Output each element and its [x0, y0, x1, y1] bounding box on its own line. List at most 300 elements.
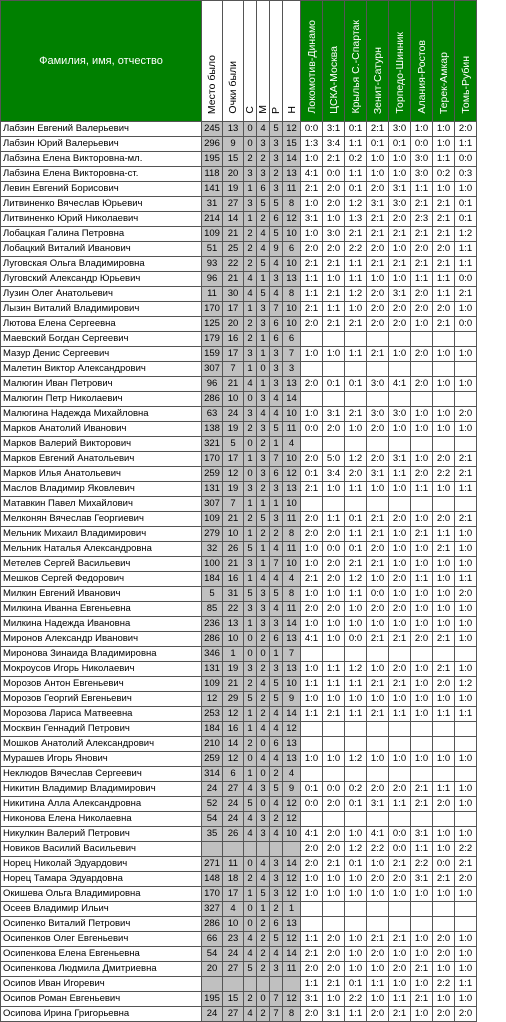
- n-cell: 7: [283, 647, 301, 662]
- s-cell: 5: [244, 962, 257, 977]
- participant-name: Лабзина Елена Викторовна-мл.: [1, 152, 202, 167]
- result-cell: 1:1: [455, 572, 477, 587]
- participant-name: Осипенков Олег Евгеньевич: [1, 932, 202, 947]
- result-cell: 3:0: [389, 407, 411, 422]
- result-cell: [301, 767, 323, 782]
- place-cell: 236: [202, 617, 223, 632]
- result-cell: 2:0: [301, 857, 323, 872]
- result-cell: 1:0: [345, 962, 367, 977]
- result-cell: [389, 722, 411, 737]
- m-cell: 4: [257, 242, 270, 257]
- result-cell: 2:0: [433, 677, 455, 692]
- n-cell: 10: [283, 257, 301, 272]
- result-cell: 0:2: [345, 782, 367, 797]
- m-cell: 1: [257, 902, 270, 917]
- result-cell: 0:2: [433, 167, 455, 182]
- participant-name: Марков Анатолий Иванович: [1, 422, 202, 437]
- participant-name: Лобацкая Галина Петровна: [1, 227, 202, 242]
- place-cell: 109: [202, 677, 223, 692]
- result-cell: 2:0: [323, 197, 345, 212]
- points-cell: 22: [223, 257, 244, 272]
- result-cell: 2:0: [433, 932, 455, 947]
- place-header-label: Место было: [206, 54, 218, 114]
- m-cell: 0: [257, 362, 270, 377]
- result-cell: 1:0: [323, 587, 345, 602]
- place-cell: 286: [202, 917, 223, 932]
- m-cell: 2: [257, 707, 270, 722]
- result-cell: [433, 902, 455, 917]
- result-cell: 1:0: [345, 887, 367, 902]
- header-row: [1, 1, 477, 122]
- result-cell: 3:0: [367, 407, 389, 422]
- s-cell: 5: [244, 542, 257, 557]
- match-column-header: [455, 1, 477, 122]
- points-cell: 26: [223, 827, 244, 842]
- result-cell: [455, 917, 477, 932]
- result-cell: [367, 392, 389, 407]
- result-cell: 2:1: [455, 287, 477, 302]
- m-cell: 2: [257, 1007, 270, 1022]
- table-row: [1, 572, 477, 587]
- n-cell: 13: [283, 272, 301, 287]
- m-cell: 2: [257, 962, 270, 977]
- result-cell: [455, 647, 477, 662]
- m-cell: 2: [257, 212, 270, 227]
- result-cell: [455, 497, 477, 512]
- participant-name: Осипенкова Елена Евгеньевна: [1, 947, 202, 962]
- result-cell: 2:1: [367, 677, 389, 692]
- result-cell: 2:0: [433, 947, 455, 962]
- result-cell: [389, 437, 411, 452]
- n-cell: 13: [283, 482, 301, 497]
- m-cell: 0: [257, 647, 270, 662]
- result-cell: [367, 332, 389, 347]
- n-cell: 11: [283, 512, 301, 527]
- result-cell: 1:2: [345, 752, 367, 767]
- result-cell: 0:0: [367, 587, 389, 602]
- result-cell: 2:1: [367, 527, 389, 542]
- result-cell: 1:1: [345, 167, 367, 182]
- m-cell: 4: [257, 752, 270, 767]
- result-cell: 2:0: [367, 182, 389, 197]
- result-cell: 1:1: [323, 512, 345, 527]
- result-cell: 2:1: [433, 317, 455, 332]
- result-cell: 2:0: [323, 602, 345, 617]
- result-cell: [411, 392, 433, 407]
- result-cell: [367, 497, 389, 512]
- n-cell: 14: [283, 617, 301, 632]
- participant-name: Морозов Георгий Евгеньевич: [1, 692, 202, 707]
- result-cell: 1:0: [389, 167, 411, 182]
- s-cell: 1: [244, 362, 257, 377]
- match-header-label: Крылья С.-Спартак: [349, 20, 362, 114]
- place-cell: [202, 842, 223, 857]
- participant-name: Морозова Лариса Матвеевна: [1, 707, 202, 722]
- result-cell: 0:1: [367, 137, 389, 152]
- participant-name: Осипенкова Людмила Дмитриевна: [1, 962, 202, 977]
- result-cell: [433, 737, 455, 752]
- points-cell: 21: [223, 377, 244, 392]
- r-cell: 2: [270, 902, 283, 917]
- result-cell: 1:0: [433, 137, 455, 152]
- result-cell: 2:1: [301, 257, 323, 272]
- table-row: [1, 677, 477, 692]
- result-cell: [323, 332, 345, 347]
- result-cell: 1:0: [411, 602, 433, 617]
- r-cell: 4: [270, 827, 283, 842]
- m-cell: 3: [257, 422, 270, 437]
- result-cell: 0:1: [389, 137, 411, 152]
- result-cell: 1:0: [367, 617, 389, 632]
- n-cell: 9: [283, 692, 301, 707]
- r-cell: 1: [270, 647, 283, 662]
- r-cell: 4: [270, 407, 283, 422]
- result-cell: 1:0: [389, 242, 411, 257]
- r-cell: 9: [270, 242, 283, 257]
- table-row: [1, 722, 477, 737]
- result-cell: 2:1: [323, 707, 345, 722]
- points-cell: 20: [223, 317, 244, 332]
- result-cell: 2:1: [301, 947, 323, 962]
- result-cell: 3:1: [323, 1007, 345, 1022]
- points-cell: 27: [223, 782, 244, 797]
- s-cell: 1: [244, 617, 257, 632]
- result-cell: [323, 767, 345, 782]
- result-cell: 1:1: [433, 527, 455, 542]
- result-cell: 2:0: [367, 422, 389, 437]
- result-cell: [367, 902, 389, 917]
- result-cell: 1:0: [323, 617, 345, 632]
- result-cell: 2:0: [411, 377, 433, 392]
- result-cell: 2:0: [323, 962, 345, 977]
- result-cell: 1:0: [455, 932, 477, 947]
- result-cell: 1:1: [323, 662, 345, 677]
- result-cell: 1:0: [301, 662, 323, 677]
- m-cell: 6: [257, 182, 270, 197]
- result-cell: 2:0: [455, 407, 477, 422]
- result-cell: 1:1: [301, 707, 323, 722]
- result-cell: 4:1: [301, 632, 323, 647]
- r-cell: 3: [270, 362, 283, 377]
- result-cell: [411, 362, 433, 377]
- m-cell: 0: [257, 797, 270, 812]
- result-cell: 1:0: [455, 302, 477, 317]
- result-cell: 2:0: [301, 377, 323, 392]
- result-cell: 0:1: [455, 197, 477, 212]
- result-cell: 1:1: [455, 977, 477, 992]
- result-cell: 3:1: [301, 992, 323, 1007]
- result-cell: 1:0: [389, 692, 411, 707]
- result-cell: 2:0: [323, 842, 345, 857]
- result-cell: 2:0: [411, 467, 433, 482]
- m-cell: 2: [257, 917, 270, 932]
- table-row: [1, 212, 477, 227]
- result-cell: 1:0: [455, 527, 477, 542]
- result-cell: 1:1: [455, 707, 477, 722]
- result-cell: 1:1: [433, 287, 455, 302]
- points-cell: 15: [223, 992, 244, 1007]
- result-cell: 2:1: [389, 677, 411, 692]
- result-cell: 2:0: [323, 947, 345, 962]
- result-cell: 1:0: [367, 752, 389, 767]
- result-cell: 3:1: [301, 212, 323, 227]
- m-cell: 3: [257, 317, 270, 332]
- result-cell: 2:1: [455, 857, 477, 872]
- result-cell: 1:0: [411, 542, 433, 557]
- m-cell: 3: [257, 602, 270, 617]
- s-cell: 1: [244, 722, 257, 737]
- place-cell: 184: [202, 722, 223, 737]
- result-cell: [455, 812, 477, 827]
- participant-name: Литвиненко Юрий Николаевич: [1, 212, 202, 227]
- result-cell: 0:1: [345, 977, 367, 992]
- place-cell: 259: [202, 467, 223, 482]
- result-cell: 2:0: [367, 947, 389, 962]
- result-cell: 0:1: [345, 857, 367, 872]
- r-cell: 5: [270, 122, 283, 137]
- result-cell: 1:0: [411, 977, 433, 992]
- participant-name: Малюгина Надежда Михайловна: [1, 407, 202, 422]
- m-cell: 2: [257, 632, 270, 647]
- points-cell: 29: [223, 692, 244, 707]
- n-cell: 13: [283, 752, 301, 767]
- result-cell: 2:0: [433, 512, 455, 527]
- result-cell: 1:0: [367, 692, 389, 707]
- result-cell: [411, 722, 433, 737]
- r-cell: 4: [270, 707, 283, 722]
- result-cell: 2:1: [301, 302, 323, 317]
- r-cell: 5: [270, 782, 283, 797]
- table-row: [1, 272, 477, 287]
- result-cell: 0:1: [345, 797, 367, 812]
- m-cell: 5: [257, 887, 270, 902]
- result-cell: 1:0: [367, 857, 389, 872]
- place-cell: 54: [202, 947, 223, 962]
- m-cell: 2: [257, 482, 270, 497]
- result-cell: 1:0: [411, 887, 433, 902]
- result-cell: 1:2: [345, 572, 367, 587]
- m-cell: 2: [257, 527, 270, 542]
- result-cell: [323, 437, 345, 452]
- result-cell: 2:1: [433, 662, 455, 677]
- r-cell: 6: [270, 317, 283, 332]
- place-cell: 24: [202, 1007, 223, 1022]
- table-row: [1, 602, 477, 617]
- points-cell: 7: [223, 362, 244, 377]
- place-cell: 54: [202, 812, 223, 827]
- m-cell: 2: [257, 437, 270, 452]
- r-cell: 3: [270, 962, 283, 977]
- table-row: [1, 482, 477, 497]
- n-cell: 14: [283, 152, 301, 167]
- result-cell: 0:1: [345, 122, 367, 137]
- result-cell: [301, 497, 323, 512]
- result-cell: 1:0: [367, 572, 389, 587]
- result-cell: 2:0: [455, 122, 477, 137]
- result-cell: 0:1: [323, 377, 345, 392]
- place-cell: 96: [202, 377, 223, 392]
- place-cell: 214: [202, 212, 223, 227]
- result-cell: 1:0: [455, 962, 477, 977]
- m-cell: 0: [257, 737, 270, 752]
- result-cell: 2:0: [301, 527, 323, 542]
- m-cell: 5: [257, 287, 270, 302]
- result-cell: 1:0: [389, 557, 411, 572]
- result-cell: 2:0: [455, 872, 477, 887]
- participant-name: Марков Валерий Викторович: [1, 437, 202, 452]
- r-cell: 4: [270, 752, 283, 767]
- result-cell: 3:0: [323, 227, 345, 242]
- participant-name: Малетин Виктор Александрович: [1, 362, 202, 377]
- result-cell: 1:1: [345, 482, 367, 497]
- place-cell: 321: [202, 437, 223, 452]
- match-column-header: [301, 1, 323, 122]
- m-cell: 1: [257, 377, 270, 392]
- result-cell: [389, 917, 411, 932]
- r-cell: 5: [270, 677, 283, 692]
- points-cell: 23: [223, 932, 244, 947]
- result-cell: 1:1: [455, 257, 477, 272]
- participant-name: Норец Тамара Эдуардовна: [1, 872, 202, 887]
- result-cell: 1:0: [301, 407, 323, 422]
- result-cell: [367, 362, 389, 377]
- place-cell: 314: [202, 767, 223, 782]
- table-row: [1, 152, 477, 167]
- result-cell: 1:0: [455, 182, 477, 197]
- s-cell: 4: [244, 782, 257, 797]
- m-cell: 5: [257, 512, 270, 527]
- s-cell: 3: [244, 347, 257, 362]
- s-cell: 5: [244, 692, 257, 707]
- result-cell: 1:0: [433, 587, 455, 602]
- r-cell: [270, 977, 283, 992]
- participant-name: Луговский Александр Юрьевич: [1, 272, 202, 287]
- table-row: [1, 542, 477, 557]
- result-cell: 3:1: [367, 467, 389, 482]
- place-cell: 131: [202, 482, 223, 497]
- result-cell: [323, 722, 345, 737]
- result-cell: [433, 722, 455, 737]
- result-cell: 1:0: [301, 197, 323, 212]
- participant-name: Окишева Ольга Владимировна: [1, 887, 202, 902]
- m-cell: [257, 842, 270, 857]
- s-cell: 1: [244, 767, 257, 782]
- result-cell: 1:0: [433, 827, 455, 842]
- points-cell: 12: [223, 707, 244, 722]
- result-cell: 1:2: [345, 287, 367, 302]
- n-cell: 10: [283, 317, 301, 332]
- result-cell: 1:0: [455, 947, 477, 962]
- result-cell: 1:0: [455, 782, 477, 797]
- r-cell: 3: [270, 617, 283, 632]
- table-row: [1, 662, 477, 677]
- place-cell: 195: [202, 152, 223, 167]
- points-cell: 24: [223, 812, 244, 827]
- m-cell: 3: [257, 302, 270, 317]
- result-cell: [345, 332, 367, 347]
- result-cell: [367, 722, 389, 737]
- place-cell: 66: [202, 932, 223, 947]
- result-cell: 1:0: [367, 167, 389, 182]
- table-row: [1, 587, 477, 602]
- table-row: [1, 917, 477, 932]
- result-cell: 0:1: [345, 542, 367, 557]
- participant-name: Осипова Ирина Григорьевна: [1, 1007, 202, 1022]
- place-cell: 11: [202, 287, 223, 302]
- result-cell: 1:0: [389, 887, 411, 902]
- table-row: [1, 782, 477, 797]
- result-cell: 1:0: [345, 302, 367, 317]
- result-cell: 2:1: [433, 212, 455, 227]
- result-cell: 2:1: [323, 317, 345, 332]
- result-cell: 1:0: [389, 587, 411, 602]
- result-cell: 1:0: [367, 662, 389, 677]
- result-cell: 2:1: [367, 932, 389, 947]
- n-cell: 8: [283, 197, 301, 212]
- result-cell: 2:1: [411, 527, 433, 542]
- result-cell: 1:0: [433, 617, 455, 632]
- result-cell: 1:1: [301, 932, 323, 947]
- place-cell: 148: [202, 872, 223, 887]
- table-row: [1, 857, 477, 872]
- s-cell: 2: [244, 227, 257, 242]
- result-cell: [323, 812, 345, 827]
- result-cell: [301, 332, 323, 347]
- points-cell: 10: [223, 392, 244, 407]
- points-cell: 24: [223, 797, 244, 812]
- result-cell: 2:1: [345, 557, 367, 572]
- result-cell: 0:0: [411, 137, 433, 152]
- result-cell: 0:1: [345, 182, 367, 197]
- result-cell: 1:1: [301, 977, 323, 992]
- participant-name: Метелев Сергей Васильевич: [1, 557, 202, 572]
- m-header-label: М: [257, 105, 269, 114]
- n-cell: 8: [283, 587, 301, 602]
- table-row: [1, 122, 477, 137]
- points-cell: 21: [223, 512, 244, 527]
- result-cell: [455, 902, 477, 917]
- n-cell: 6: [283, 332, 301, 347]
- points-cell: 21: [223, 227, 244, 242]
- place-cell: 51: [202, 242, 223, 257]
- participant-name: Маслов Владимир Яковлевич: [1, 482, 202, 497]
- result-cell: 0:0: [389, 842, 411, 857]
- result-cell: 2:1: [455, 452, 477, 467]
- table-row: [1, 317, 477, 332]
- result-cell: 1:1: [345, 272, 367, 287]
- s-cell: 5: [244, 587, 257, 602]
- result-cell: 2:0: [323, 932, 345, 947]
- result-cell: 1:2: [455, 227, 477, 242]
- result-cell: 3:4: [323, 137, 345, 152]
- result-cell: 1:1: [323, 677, 345, 692]
- n-cell: 13: [283, 632, 301, 647]
- result-cell: 1:0: [411, 512, 433, 527]
- result-cell: [389, 332, 411, 347]
- result-cell: 3:0: [411, 152, 433, 167]
- place-cell: 93: [202, 257, 223, 272]
- place-cell: 141: [202, 182, 223, 197]
- s-cell: 1: [244, 497, 257, 512]
- result-cell: 1:0: [323, 482, 345, 497]
- result-cell: 1:1: [411, 272, 433, 287]
- result-cell: [411, 902, 433, 917]
- place-cell: 24: [202, 782, 223, 797]
- result-cell: 1:0: [455, 797, 477, 812]
- match-column-header: [433, 1, 455, 122]
- result-cell: 2:1: [455, 467, 477, 482]
- r-cell: 6: [270, 632, 283, 647]
